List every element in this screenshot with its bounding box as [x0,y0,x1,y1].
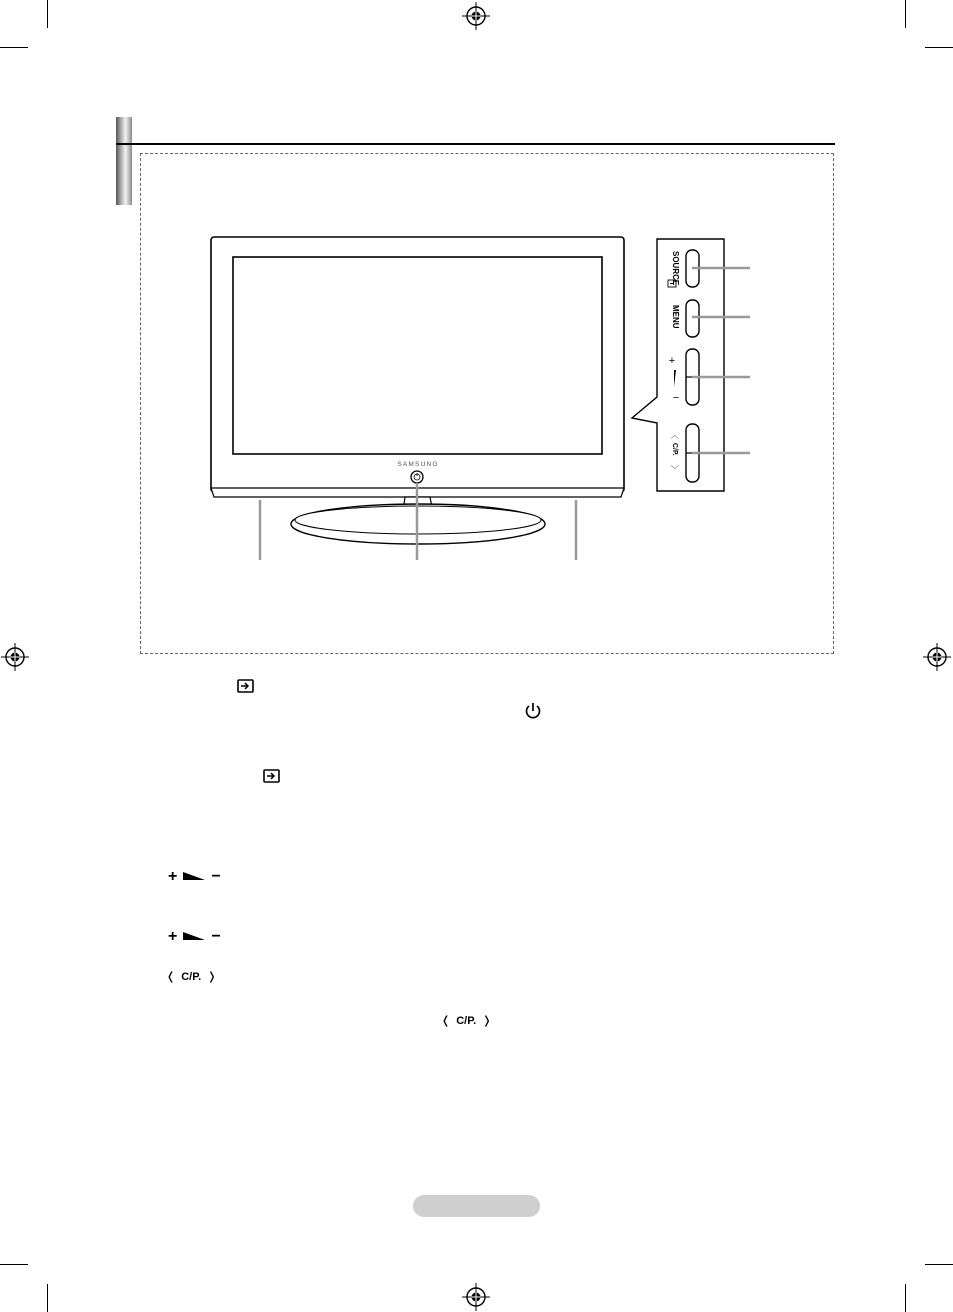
side-label-vol-plus: + [668,355,676,367]
channel-glyph-row-1 [166,969,216,985]
source-icon [236,679,256,695]
trim-mark-top-right-h [925,47,953,48]
cp-label: C/P. [456,1015,477,1027]
page-number-pill [413,1195,540,1217]
side-label-channel: C/P. [671,443,678,456]
volume-wedge-icon [183,932,205,942]
chevron-right-icon: ❭ [207,971,217,983]
trim-mark-top-right [905,0,906,28]
side-label-ch-down: 〉 [670,465,679,473]
plus-glyph: + [168,868,178,885]
side-label-source: SOURCE [671,251,680,286]
registration-mark-left-icon [1,643,29,671]
chevron-right-icon: ❭ [482,1015,492,1027]
tv-brand-logo: SAMSUNG [397,461,439,468]
power-icon [524,702,542,720]
trim-mark-bottom-left [47,1284,48,1312]
trim-mark-top-left-h [0,47,28,48]
tv-illustration [150,225,830,570]
minus-glyph: − [211,868,221,885]
registration-mark-top-icon [462,2,490,30]
side-label-ch-up: 〈 [670,431,679,439]
chevron-left-icon: ❬ [441,1015,451,1027]
volume-glyph-row-1 [168,869,221,885]
volume-wedge-icon [183,872,205,882]
volume-glyph-row-2 [168,929,221,945]
section-rule [116,143,835,145]
registration-mark-right-icon [923,643,951,671]
side-label-vol-minus: − [672,392,680,404]
plus-glyph: + [168,928,178,945]
section-tab [116,117,132,205]
tv-screen [233,257,602,454]
trim-mark-bottom-right-h [925,1264,953,1265]
side-label-menu: MENU [671,305,680,329]
side-button-menu [686,300,699,337]
trim-mark-top-left [47,0,48,28]
registration-mark-bottom-icon [462,1283,490,1311]
channel-glyph-row-2 [441,1013,491,1029]
source-icon-2 [262,769,282,785]
minus-glyph: − [211,928,221,945]
trim-mark-bottom-left-h [0,1264,28,1265]
chevron-left-icon: ❬ [166,971,176,983]
tv-power-button [411,471,423,483]
cp-label: C/P. [181,971,202,983]
trim-mark-bottom-right [905,1284,906,1312]
